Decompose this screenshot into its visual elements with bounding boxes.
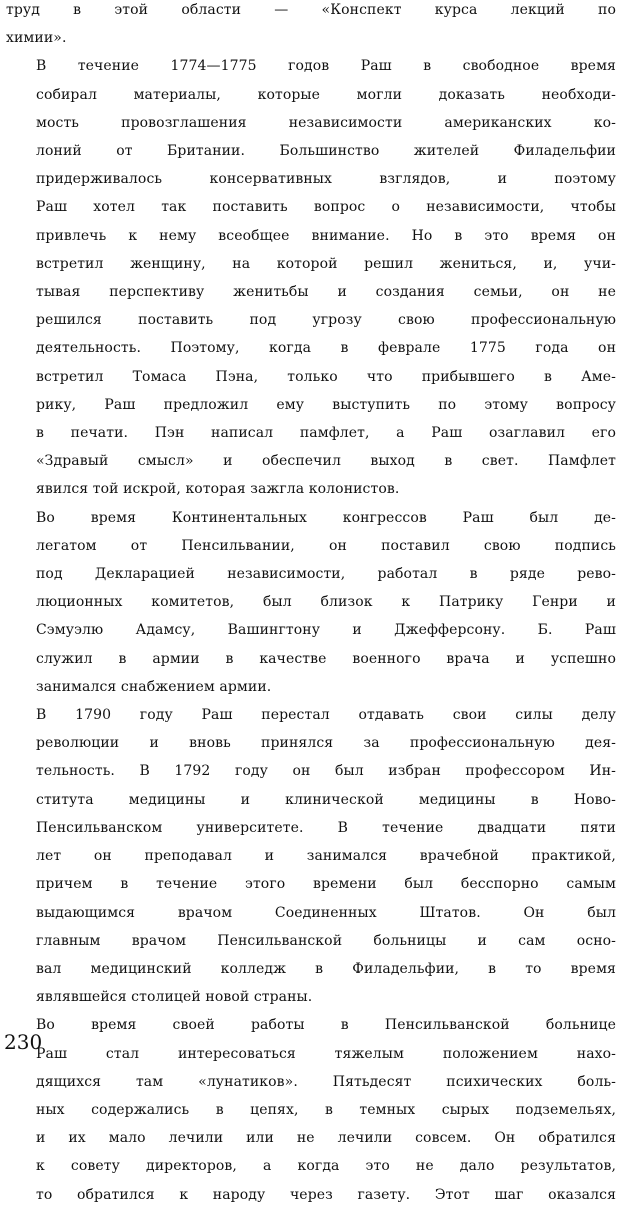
text-line: «Здравый смысл» и обеспечил выход в свет. Памфлет (36, 453, 616, 470)
text-line: встретил женщину, на которой решил жениться, и, учи- (36, 255, 616, 272)
text-line: тельность. В 1792 году он был избран профессором Ин- (36, 763, 616, 780)
text-line: тывая перспективу женитьбы и создания семьи, он не (36, 284, 616, 301)
text-line: лоний от Британии. Большинство жителей Филадельфии (36, 143, 616, 160)
text-line: явился той искрой, которая зажгла колонистов. (36, 481, 400, 498)
text-line: Раш хотел так поставить вопрос о независимости, чтобы (36, 199, 616, 216)
text-line: Пенсильванском университете. В течение двадцати пяти (36, 819, 616, 836)
text-line: служил в армии в качестве военного врача и успешно (36, 650, 616, 667)
text-line: привлечь к нему всеобщее внимание. Но в это время он (36, 227, 616, 244)
text-line: труд в этой области — «Конспект курса лекций по (6, 2, 616, 18)
paragraph (6, 52, 616, 503)
text-line: к совету директоров, а когда это не дало результатов, (36, 1158, 616, 1175)
text-line: выдающимся врачом Соединенных Штатов. Он был (36, 904, 616, 921)
paragraph (6, 0, 616, 52)
text-line: причем в течение этого времени был бесспорно самым (36, 876, 616, 893)
page-text (6, 0, 616, 1209)
text-line: в печати. Пэн написал памфлет, а Раш озаглавил его (36, 425, 616, 442)
text-line: революции и вновь принялся за профессиональную дея- (36, 735, 616, 752)
text-line: то обратился к народу через газету. Этот шаг оказался (36, 1186, 616, 1203)
text-line: легатом от Пенсильвании, он поставил свою подпись (36, 537, 616, 554)
text-line: являвшейся столицей новой страны. (36, 989, 313, 1006)
text-line: решился поставить под угрозу свою профессиональную (36, 312, 616, 329)
text-line: мость провозглашения независимости американских ко- (36, 114, 616, 131)
text-line: лет он преподавал и занимался врачебной практикой, (36, 848, 616, 865)
page-number: 230 (4, 1030, 43, 1054)
text-line: занимался снабжением армии. (36, 678, 272, 695)
paragraph (6, 701, 616, 1011)
text-line: ститута медицины и клинической медицины в Ново- (36, 791, 616, 808)
text-line: придерживалось консервативных взглядов, и поэтому (36, 171, 616, 188)
text-line: В течение 1774—1775 годов Раш в свободное время (36, 58, 616, 75)
paragraph (6, 1011, 616, 1208)
text-line: встретил Томаса Пэна, только что прибывшего в Аме- (36, 368, 616, 385)
text-line: ных содержались в цепях, в темных сырых подземельях, (36, 1101, 616, 1118)
text-line: рику, Раш предложил ему выступить по этому вопросу (36, 396, 616, 413)
text-line: вал медицинский колледж в Филадельфии, в то время (36, 960, 616, 977)
text-line: химии». (6, 30, 67, 47)
text-line: под Декларацией независимости, работал в ряде рево- (36, 566, 616, 583)
text-line: деятельность. Поэтому, когда в феврале 1775 года он (36, 340, 616, 357)
text-line: главным врачом Пенсильванской больницы и сам осно- (36, 932, 616, 949)
text-line: Сэмуэлю Адамсу, Вашингтону и Джефферсону. Б. Раш (36, 622, 616, 639)
paragraph (6, 504, 616, 701)
text-line: дящихся там «лунатиков». Пятьдесят психических боль- (36, 1073, 616, 1090)
text-line: и их мало лечили или не лечили совсем. Он обратился (36, 1130, 616, 1147)
text-line: Раш стал интересоваться тяжелым положением нахо- (36, 1045, 616, 1062)
text-line: В 1790 году Раш перестал отдавать свои силы делу (36, 707, 616, 724)
text-line: собирал материалы, которые могли доказать необходи- (36, 86, 616, 103)
text-line: Во время своей работы в Пенсильванской больнице (36, 1017, 616, 1034)
text-line: Во время Континентальных конгрессов Раш был де- (36, 509, 616, 526)
text-line: люционных комитетов, был близок к Патрику Генри и (36, 594, 616, 611)
